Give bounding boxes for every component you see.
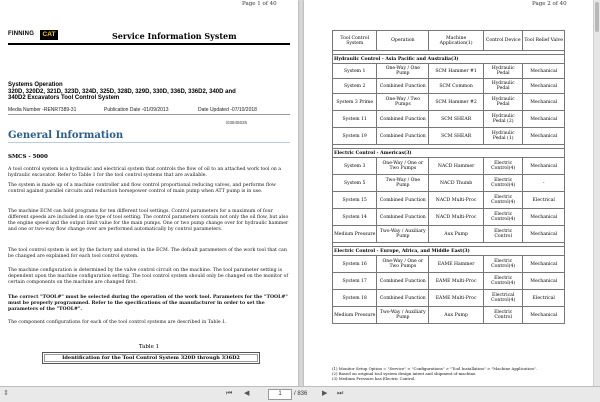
- table-cell: Combined Function: [377, 192, 429, 209]
- table-cell: EAME Multi-Proc: [429, 290, 484, 307]
- table-cell: System 3 Prime: [333, 94, 377, 111]
- models-line-1: 320D, 320D2, 321D, 323D, 324D, 325D, 328D, 329D, 330D, 336D, 336D2, 340D and: [8, 88, 236, 95]
- table-cell: Medium Pressure: [333, 307, 377, 324]
- table-cell: SCM Hammer #2: [429, 94, 484, 111]
- table-row: [333, 64, 565, 79]
- table-cell: System 15: [333, 192, 377, 209]
- header-machine-application: Machine Application(1): [429, 31, 484, 51]
- finning-cat-logo: [8, 30, 58, 40]
- brand-name: FINNING: [8, 31, 35, 37]
- page-indicator: Page 2 of 40: [532, 1, 567, 7]
- table-cell: SCM SHEAR: [429, 128, 484, 145]
- table-cell: Combined Function: [377, 209, 429, 226]
- table-cell: System 17: [333, 273, 377, 290]
- table-cell: One-Way / One or Two Pumps: [377, 158, 429, 175]
- table-cell: System 14: [333, 209, 377, 226]
- note-3: (3) Medium Pressure has Electric Control.: [332, 376, 416, 382]
- media-number: Media Number -RENR7389-31: [8, 107, 77, 113]
- table-cell: -: [523, 175, 565, 192]
- table-row: [333, 256, 565, 273]
- table-cell: Mechanical: [523, 307, 565, 324]
- table-cell: Electric Control(4): [483, 256, 522, 273]
- note-1: (1) Monitor Setup Option = "Service" > "Configurations" > "Tool Installation" > "Machine Application".: [332, 366, 537, 371]
- table-cell: Hydraulic Pedal: [483, 79, 522, 94]
- table-row: [333, 94, 565, 111]
- table-cell: System 5: [333, 175, 377, 192]
- first-page-icon[interactable]: ⏮: [226, 390, 233, 397]
- meta-rule: [8, 114, 290, 115]
- header-operation: Operation: [377, 31, 429, 51]
- table-row: [333, 226, 565, 243]
- table-cell: System 19: [333, 128, 377, 145]
- table-cell: Two-Way / Auxiliary Pump: [377, 307, 429, 324]
- last-page-icon[interactable]: ⏭: [337, 390, 344, 397]
- table-cell: NACD Thumb: [429, 175, 484, 192]
- table-cell: Mechanical: [523, 256, 565, 273]
- table-row: [333, 79, 565, 94]
- section-row: [333, 55, 565, 64]
- table-cell: Medium Pressure: [333, 226, 377, 243]
- table-cell: Electric Control(4): [483, 175, 522, 192]
- smcs-code: SMCS - 5000: [8, 154, 48, 160]
- table-cell: Electric Control: [483, 307, 522, 324]
- table-caption: Table 1: [138, 344, 160, 350]
- table-cell: Electric Control(4): [483, 209, 522, 226]
- pdf-page-2: [304, 0, 593, 386]
- table-cell: Electrical: [523, 290, 565, 307]
- table-cell: Aux Pump: [429, 307, 484, 324]
- table-cell: Electric Control(4): [483, 273, 522, 290]
- table-cell: Hydraulic Pedal: [483, 94, 522, 111]
- table-cell: EAME Hammer: [429, 256, 484, 273]
- scrollbar-thumb[interactable]: [595, 2, 599, 32]
- table-cell: System 18: [333, 290, 377, 307]
- table-cell: Two-Way / One Pump: [377, 175, 429, 192]
- table-cell: SCM Hammer #1: [429, 64, 484, 79]
- table-cell: SCM SHEAR: [429, 111, 484, 128]
- table-cell: Mechanical: [523, 128, 565, 145]
- table-cell: NACD Hammer: [429, 158, 484, 175]
- section-row: [333, 149, 565, 158]
- paragraph-6: The component configurations for each of the tool control systems are described in Table 1.: [8, 320, 227, 325]
- tool-control-table: [332, 30, 565, 324]
- table-cell: One-Way / Two Pumps: [377, 94, 429, 111]
- table-cell: Electrical: [523, 192, 565, 209]
- table-row: [333, 273, 565, 290]
- next-page-icon[interactable]: ▶: [322, 390, 328, 397]
- table-cell: Mechanical: [523, 273, 565, 290]
- table-row: [333, 158, 565, 175]
- bold-paragraph: The correct "TOOL#" must be selected during the operation of the work tool. Parameters for the "TOOL#" must be properly programmed. Refer to the specifications of the manufacturer in order to set the parameters of the "TOOL#".: [8, 295, 288, 312]
- paragraph-5: The machine configuration is determined by the valve control circuit on the machine. The tool parameter setting is dependent upon the machine configuration setting. The tool control system should only be changed on the monitor of certain components on the machine are changed first.: [8, 268, 289, 285]
- cat-logo: CAT: [40, 30, 58, 40]
- table-cell: Mechanical: [523, 111, 565, 128]
- page-number-input[interactable]: 1: [268, 389, 292, 400]
- table-cell: Combined Function: [377, 273, 429, 290]
- table-cell: Electric Control(4): [483, 192, 522, 209]
- header-rule: [8, 43, 290, 45]
- page-count: / 836: [294, 391, 308, 397]
- table-cell: Hydraulic Pedal (1): [483, 128, 522, 145]
- publication-date: Publication Date -01/09/2013: [104, 107, 169, 113]
- table-cell: System 3: [333, 158, 377, 175]
- paragraph-1: A tool control system is a hydraulic and electrical system that controls the flow of oil to an attached work tool on a hydraulic excavator. Refer to Table 1 for the tool control systems that are available.: [8, 167, 282, 178]
- table-cell: Electric Control(4): [483, 158, 522, 175]
- table-cell: Mechanical: [523, 94, 565, 111]
- table-cell: Combined Function: [377, 128, 429, 145]
- header-control-device: Control Device: [483, 31, 522, 51]
- table-cell: Mechanical: [523, 158, 565, 175]
- table-row: [333, 111, 565, 128]
- section-title: Electric Control - Americas(3): [333, 149, 565, 158]
- doc-heading: [8, 82, 288, 102]
- vertical-scrollbar[interactable]: [593, 0, 600, 386]
- page-indicator: Page 1 of 40: [242, 1, 277, 7]
- paragraph-4: The tool control system is set by the factory and stored in the ECM. The default parameters of the work tool that can be changed are explained for each tool control system.: [8, 248, 287, 259]
- table-cell: NACD Multi-Proc: [429, 209, 484, 226]
- viewer-toolbar: [0, 386, 600, 402]
- table-cell: Hydraulic Pedal (2): [483, 111, 522, 128]
- table-cell: NACD Multi-Proc: [429, 192, 484, 209]
- table-cell: Combined Function: [377, 290, 429, 307]
- table-title: Identification for the Tool Control System 320D through 336D2: [42, 352, 260, 364]
- note-2: (2) Based on original tool system design intent and shipment of machine.: [332, 371, 477, 377]
- table-row: [333, 209, 565, 226]
- table-cell: EAME Multi-Proc: [429, 273, 484, 290]
- scroll-mode-icon[interactable]: ⇕: [3, 390, 9, 397]
- section-title: Hydraulic Control - Asia Pacific and Australia(3): [333, 55, 565, 64]
- prev-page-icon[interactable]: ◀: [244, 390, 250, 397]
- table-cell: Hydraulic Pedal: [483, 64, 522, 79]
- pdf-page-1: [0, 0, 298, 386]
- section-title: General Information: [8, 130, 290, 143]
- models-line-2: 340D2 Excavators Tool Control System: [8, 95, 120, 101]
- doc-id: i03845635: [226, 120, 248, 125]
- table-cell: System 2: [333, 79, 377, 94]
- systems-operation: Systems Operation: [8, 82, 63, 88]
- table-row: [333, 175, 565, 192]
- paragraph-3: The machine ECM can hold programs for ten different tool settings. Control parameters for a maximum of four different speeds are included in one type of tool setting. The control parameters contain not only the oil flow, but also the engine speed and the output limit value for the main pumps. One or two pump change over for hydraulic hammer and one or two-way flow change over are performed automatically by control parameters.: [8, 209, 289, 232]
- table-row: [333, 128, 565, 145]
- table-cell: Mechanical: [523, 226, 565, 243]
- table-cell: Mechanical: [523, 64, 565, 79]
- header-title: Service Information System: [112, 31, 237, 41]
- table-row: [333, 192, 565, 209]
- table-cell: One-Way / One Pump: [377, 64, 429, 79]
- table-cell: Combined Function: [377, 111, 429, 128]
- date-updated: Date Updated -07/10/2018: [198, 107, 257, 113]
- header-tool-relief-valve: Tool Relief Valve: [523, 31, 565, 51]
- section-title: Electric Control - Europe, Africa, and Middle East(3): [333, 247, 565, 256]
- table-cell: System 1: [333, 64, 377, 79]
- table-cell: Mechanical: [523, 79, 565, 94]
- table-header-row: [333, 31, 565, 51]
- table-cell: Electrical Control(4): [483, 290, 522, 307]
- table-cell: SCM Common: [429, 79, 484, 94]
- paragraph-2: The system is made up of a machine controller and flow control proportional reducing valves, and performs flow control against parallel circuits and reduction horsepower control of main pump when ATT pump is in use.: [8, 183, 276, 194]
- table-cell: System 11: [333, 111, 377, 128]
- table-row: [333, 307, 565, 324]
- table-cell: Combined Function: [377, 79, 429, 94]
- table-cell: Two-Way / Auxiliary Pump: [377, 226, 429, 243]
- table-row: [333, 290, 565, 307]
- table-cell: Aux Pump: [429, 226, 484, 243]
- table-cell: Electric Control: [483, 226, 522, 243]
- table-cell: System 16: [333, 256, 377, 273]
- table-body: [333, 51, 565, 324]
- table-cell: One-Way / One or Two Pumps: [377, 256, 429, 273]
- header-tool-control-system: Tool Control System: [333, 31, 377, 51]
- table-notes: [332, 366, 572, 382]
- table-cell: Mechanical: [523, 209, 565, 226]
- section-row: [333, 247, 565, 256]
